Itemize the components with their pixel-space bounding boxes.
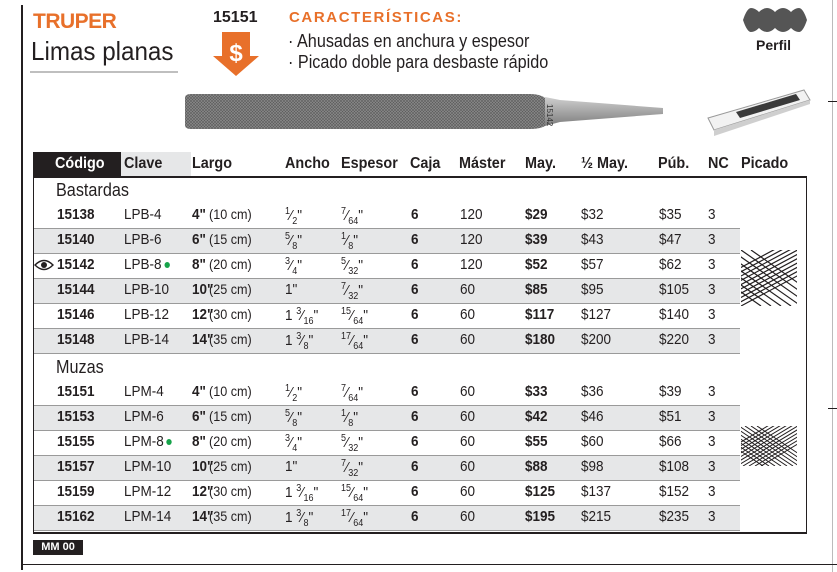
cell-may: $52: [525, 256, 548, 273]
cell-largo-cm: (10 cm): [209, 206, 252, 222]
page-bottom-rule: [21, 564, 837, 565]
green-dot-icon: [164, 262, 169, 268]
section-title: Bastardas: [56, 180, 129, 200]
cell-half-may: $137: [581, 483, 612, 500]
column-header: Espesor: [341, 155, 398, 172]
scalloped-profile-icon: [743, 8, 807, 32]
cell-nc: 3: [708, 256, 716, 273]
cell-largo: 8": [192, 256, 206, 273]
cell-caja: 6: [411, 206, 419, 223]
column-header: Púb.: [658, 155, 690, 172]
cell-may: $195: [525, 508, 556, 525]
product-code: 15151: [213, 9, 258, 26]
cell-code: 15144: [57, 281, 95, 298]
cell-ancho: 1 $^3⁄_{16}$": [285, 483, 319, 504]
cell-pub: $39: [659, 383, 682, 400]
cell-pub: $35: [659, 206, 682, 223]
cell-caja: 6: [411, 408, 419, 425]
clave-text: LPB-14: [124, 331, 170, 348]
feature-item: · Picado doble para desbaste rápido: [288, 52, 549, 72]
green-dot-icon: [166, 439, 171, 445]
cell-may: $85: [525, 281, 548, 298]
cell-caja: 6: [411, 458, 419, 475]
row-rule: [34, 480, 740, 481]
cell-pub: $152: [659, 483, 690, 500]
clave-text: LPM-12: [124, 483, 172, 500]
row-rule: [34, 253, 740, 254]
cell-master: 60: [460, 331, 476, 348]
cell-half-may: $43: [581, 231, 604, 248]
feature-item: · Ahusadas en anchura y espesor: [288, 31, 530, 51]
cell-clave: [124, 256, 170, 273]
cell-master: 120: [460, 206, 483, 223]
cell-caja: 6: [411, 508, 419, 525]
cell-nc: 3: [708, 383, 716, 400]
double-cut-pattern-icon: [741, 250, 797, 306]
cell-clave: [124, 281, 169, 298]
clave-text: LPB-8: [124, 256, 162, 273]
table-right-rule: [806, 176, 807, 532]
double-cut-fine-pattern-icon: [741, 426, 797, 466]
cell-half-may: $95: [581, 281, 604, 298]
table-bottom-rule: [33, 532, 807, 534]
cell-espesor: $^7⁄_{32}$": [341, 458, 364, 479]
clave-text: LPB-6: [124, 231, 162, 248]
cell-nc: 3: [708, 281, 716, 298]
cell-caja: 6: [411, 483, 419, 500]
cell-master: 60: [460, 458, 476, 475]
title-underline: [30, 71, 178, 73]
file-packaging-illustration: [706, 88, 812, 142]
cell-ancho: 1 $^3⁄_8$": [285, 331, 314, 352]
cell-ancho: 1": [285, 458, 298, 475]
cell-clave: [124, 408, 164, 425]
clave-text: LPM-10: [124, 458, 172, 475]
cell-ancho: $^3⁄_4$": [285, 256, 303, 277]
cell-may: $55: [525, 433, 548, 450]
cell-nc: 3: [708, 408, 716, 425]
cell-espesor: $^5⁄_{32}$": [341, 256, 364, 277]
cell-half-may: $200: [581, 331, 612, 348]
row-rule: [34, 530, 740, 531]
column-header: Ancho: [285, 155, 330, 172]
cell-largo: 8": [192, 433, 206, 450]
column-header: NC: [708, 155, 729, 172]
flat-file-illustration: [185, 92, 665, 132]
cell-may: $125: [525, 483, 556, 500]
footer-badge: MM 00: [33, 540, 83, 555]
cell-pub: $105: [659, 281, 690, 298]
margin-tick: [828, 408, 837, 409]
cell-may: $180: [525, 331, 556, 348]
cell-pub: $66: [659, 433, 682, 450]
cell-nc: 3: [708, 331, 716, 348]
cell-largo-cm: (20 cm): [209, 256, 252, 272]
brand-logo: TRUPER: [33, 10, 117, 33]
column-header: ½ May.: [581, 155, 628, 172]
cell-clave: [124, 508, 171, 525]
row-rule: [34, 303, 740, 304]
column-header: Clave: [124, 155, 163, 172]
cell-ancho: $^5⁄_8$": [285, 231, 303, 252]
cell-pub: $220: [659, 331, 690, 348]
cell-largo: 4": [192, 383, 206, 400]
cell-espesor: $^7⁄_{64}$": [341, 206, 364, 227]
cell-master: 60: [460, 433, 476, 450]
cell-may: $42: [525, 408, 548, 425]
cell-may: $88: [525, 458, 548, 475]
row-rule: [34, 430, 740, 431]
cell-largo: 10": [192, 458, 214, 475]
clave-text: LPB-12: [124, 306, 170, 323]
cell-clave: [124, 458, 171, 475]
cell-nc: 3: [708, 458, 716, 475]
column-header: May.: [525, 155, 556, 172]
cell-code: 15140: [57, 231, 95, 248]
cell-clave: [124, 331, 169, 348]
section-title: Muzas: [56, 357, 104, 377]
cell-espesor: $^5⁄_{32}$": [341, 433, 364, 454]
clave-text: LPB-4: [124, 206, 162, 223]
dollar-arrow-icon: [213, 32, 259, 76]
cell-code: 15146: [57, 306, 95, 323]
column-header: Largo: [192, 155, 233, 172]
cell-code: 15162: [57, 508, 95, 525]
row-rule: [34, 353, 740, 354]
cell-code: 15153: [57, 408, 95, 425]
cell-largo-cm: (35 cm): [209, 331, 252, 347]
cell-master: 60: [460, 306, 476, 323]
cell-espesor: $^7⁄_{32}$": [341, 281, 364, 302]
cell-ancho: 1 $^3⁄_8$": [285, 508, 314, 529]
file-stamp: 15142: [545, 104, 554, 127]
cell-largo: 12": [192, 306, 214, 323]
cell-master: 60: [460, 281, 476, 298]
cell-clave: [124, 433, 172, 450]
cell-espesor: $^{17}⁄_{64}$": [341, 508, 369, 529]
cell-espesor: $^1⁄_8$": [341, 231, 359, 252]
column-header: Código: [55, 155, 105, 172]
cell-caja: 6: [411, 433, 419, 450]
cell-half-may: $36: [581, 383, 604, 400]
clave-text: LPM-4: [124, 383, 164, 400]
cell-master: 60: [460, 408, 476, 425]
cell-code: 15155: [57, 433, 95, 450]
cell-pub: $235: [659, 508, 690, 525]
clave-text: LPM-14: [124, 508, 172, 525]
cell-master: 120: [460, 231, 483, 248]
cell-master: 60: [460, 508, 476, 525]
cell-ancho: 1 $^3⁄_{16}$": [285, 306, 319, 327]
cell-pub: $140: [659, 306, 690, 323]
features-heading: CARACTERÍSTICAS:: [289, 9, 463, 26]
clave-text: LPM-6: [124, 408, 164, 425]
cell-nc: 3: [708, 306, 716, 323]
cell-largo: 6": [192, 408, 206, 425]
cell-caja: 6: [411, 256, 419, 273]
cell-clave: [124, 306, 169, 323]
product-title: Limas planas: [31, 36, 174, 66]
cell-half-may: $32: [581, 206, 604, 223]
cell-largo-cm: (15 cm): [209, 408, 252, 424]
cell-largo: 14": [192, 331, 214, 348]
cell-largo-cm: (25 cm): [209, 458, 252, 474]
cell-half-may: $127: [581, 306, 612, 323]
cell-code: 15151: [57, 383, 95, 400]
svg-text:$: $: [229, 40, 243, 67]
column-header: Caja: [410, 155, 441, 172]
cell-clave: [124, 231, 162, 248]
cell-caja: 6: [411, 281, 419, 298]
cell-largo: 12": [192, 483, 214, 500]
cell-may: $39: [525, 231, 548, 248]
eye-icon: [34, 259, 54, 271]
cell-caja: 6: [411, 306, 419, 323]
cell-caja: 6: [411, 331, 419, 348]
cell-code: 15159: [57, 483, 95, 500]
cell-caja: 6: [411, 383, 419, 400]
cell-espesor: $^{15}⁄_{64}$": [341, 306, 369, 327]
cell-pub: $47: [659, 231, 682, 248]
cell-may: $117: [525, 306, 555, 323]
cell-espesor: $^{15}⁄_{64}$": [341, 483, 369, 504]
cell-half-may: $60: [581, 433, 604, 450]
profile-label: Perfil: [756, 37, 792, 53]
cell-ancho: $^1⁄_2$": [285, 383, 303, 404]
cell-pub: $51: [659, 408, 682, 425]
cell-espesor: $^{17}⁄_{64}$": [341, 331, 369, 352]
cell-clave: [124, 206, 162, 223]
cell-largo-cm: (35 cm): [209, 508, 252, 524]
cell-nc: 3: [708, 206, 716, 223]
cell-nc: 3: [708, 433, 716, 450]
cell-ancho: $^1⁄_2$": [285, 206, 303, 227]
cell-code: 15157: [57, 458, 95, 475]
cell-ancho: $^5⁄_8$": [285, 408, 303, 429]
cell-largo: 6": [192, 231, 206, 248]
cell-code: 15138: [57, 206, 95, 223]
cell-ancho: $^3⁄_4$": [285, 433, 303, 454]
cell-master: 60: [460, 483, 476, 500]
cell-master: 60: [460, 383, 476, 400]
cell-clave: [124, 483, 171, 500]
cell-half-may: $98: [581, 458, 604, 475]
cell-nc: 3: [708, 508, 716, 525]
clave-text: LPB-10: [124, 281, 170, 298]
cell-largo: 14": [192, 508, 214, 525]
cell-may: $33: [525, 383, 548, 400]
cell-ancho: 1": [285, 281, 298, 298]
cell-half-may: $46: [581, 408, 604, 425]
clave-text: LPM-8: [124, 433, 164, 450]
page-edge: [832, 0, 833, 572]
cell-largo-cm: (15 cm): [209, 231, 252, 247]
cell-may: $29: [525, 206, 548, 223]
cell-pub: $62: [659, 256, 682, 273]
cell-half-may: $215: [581, 508, 612, 525]
cell-pub: $108: [659, 458, 690, 475]
cell-code: 15142: [57, 256, 95, 273]
column-header: Picado: [741, 155, 789, 172]
cell-caja: 6: [411, 231, 419, 248]
cell-largo-cm: (30 cm): [209, 306, 252, 322]
cell-largo-cm: (20 cm): [209, 433, 252, 449]
cell-half-may: $57: [581, 256, 604, 273]
column-header: Máster: [459, 155, 506, 172]
cell-largo-cm: (30 cm): [209, 483, 252, 499]
cell-espesor: $^1⁄_8$": [341, 408, 359, 429]
cell-espesor: $^7⁄_{64}$": [341, 383, 364, 404]
cell-master: 120: [460, 256, 483, 273]
header-rule: [33, 176, 807, 178]
cell-nc: 3: [708, 231, 716, 248]
margin-tick: [828, 101, 837, 102]
left-rule: [21, 5, 23, 570]
cell-code: 15148: [57, 331, 95, 348]
cell-largo-cm: (10 cm): [209, 383, 252, 399]
cell-largo-cm: (25 cm): [209, 281, 252, 297]
cell-nc: 3: [708, 483, 716, 500]
cell-largo: 10": [192, 281, 214, 298]
cell-largo: 4": [192, 206, 206, 223]
cell-clave: [124, 383, 164, 400]
